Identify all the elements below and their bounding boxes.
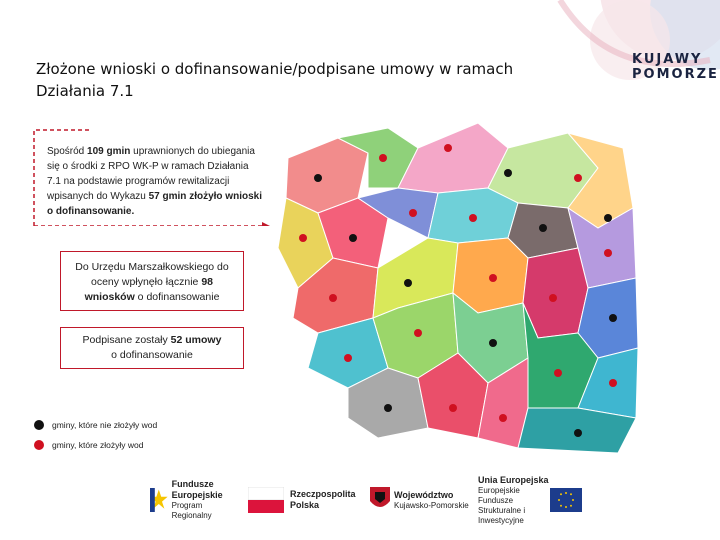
contracts-box: Podpisane zostały 52 umowy o dofinansowanie <box>60 327 244 369</box>
legend-item-no-application: gminy, które nie złożyły wod <box>34 415 157 435</box>
footer-logos <box>0 476 720 540</box>
page-title <box>36 58 556 102</box>
title-line-2: Działania 7.1 <box>36 82 134 100</box>
map-legend <box>34 415 157 455</box>
eu-flag-icon <box>550 488 582 512</box>
coat-of-arms-icon <box>370 487 390 513</box>
logo-line-2: POMORZE <box>632 67 719 82</box>
logo-line-1: KUJAWY <box>632 52 703 67</box>
intro-text: Spośród 109 gmin uprawnionych do ubiegania się o środki z RPO WK-P w ramach Działania 7.1 na podstawie programów rewitalizacji wpisanych do Wykazu 57 gmin złożyło wnioski o dofinansowanie. <box>47 146 262 217</box>
fe-star-icon <box>150 485 168 515</box>
region-map <box>278 118 640 458</box>
rzeczpospolita-polska-logo: Rzeczpospolita Polska <box>248 476 358 524</box>
wojewodztwo-logo: Województwo Kujawsko-Pomorskie <box>370 476 470 524</box>
applications-box: Do Urzędu Marszałkowskiego do oceny wpłynęło łącznie 98 wniosków o dofinansowanie <box>60 251 244 311</box>
red-dot-icon <box>34 440 44 450</box>
polish-flag-icon <box>248 487 284 513</box>
title-line-1: Złożone wnioski o dofinansowanie/podpisane umowy w ramach <box>36 60 514 78</box>
black-dot-icon <box>34 420 44 430</box>
unia-europejska-logo: Unia Europejska Europejskie Fundusze Strukturalne i Inwestycyjne <box>478 476 588 524</box>
legend-item-application: gminy, które złożyły wod <box>34 435 157 455</box>
kujawy-pomorze-logo <box>632 52 719 82</box>
fundusze-europejskie-logo: Fundusze Europejskie Program Regionalny <box>150 476 230 524</box>
